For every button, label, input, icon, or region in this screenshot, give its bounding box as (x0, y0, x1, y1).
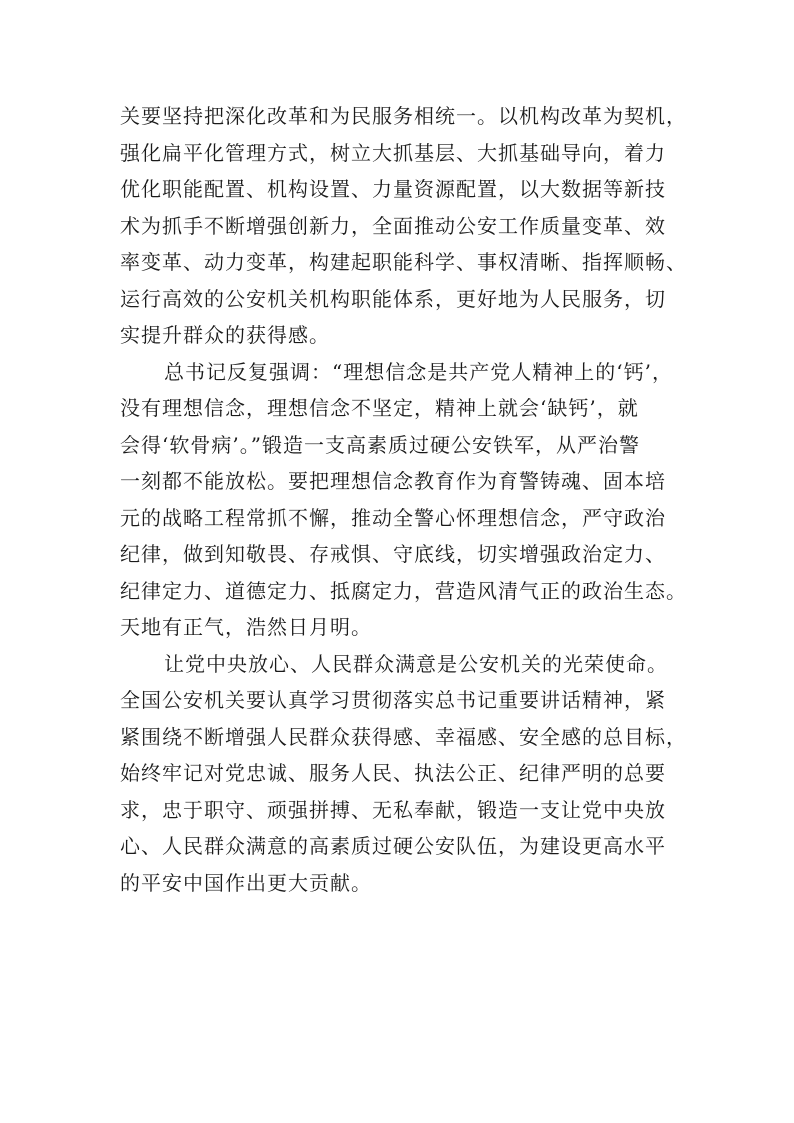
paragraph-line: 一刻都不能放松。要把理想信念教育作为育警铸魂、固本培 (120, 469, 666, 493)
paragraph-line: 元的战略工程常抓不懈，推动全警心怀理想信念，严守政治 (120, 505, 666, 530)
paragraph-line: 纪律定力、道德定力、抵腐定力，营造风清气正的政治生态。 (120, 578, 687, 603)
paragraph-line: 没有理想信念，理想信念不坚定，精神上就会‘缺钙’，就 (120, 396, 639, 420)
paragraph-line: 强化扁平化管理方式，树立大抓基层、大抓基础导向，着力 (120, 140, 666, 165)
paragraph-first-line: 总书记反复强调：“理想信念是共产党人精神上的‘钙’， (164, 359, 673, 384)
paragraph-line: 纪律，做到知敬畏、存戒惧、守底线，切实增强政治定力、 (120, 542, 666, 566)
paragraph-line: 始终牢记对党忠诚、服务人民、执法公正、纪律严明的总要 (120, 761, 666, 785)
paragraph-line: 实提升群众的获得感。 (120, 323, 330, 347)
paragraph-first-line: 让党中央放心、人民群众满意是公安机关的光荣使命。 (164, 651, 668, 676)
paragraph-line: 优化职能配置、机构设置、力量资源配置，以大数据等新技 (120, 177, 666, 201)
paragraph-line: 关要坚持把深化改革和为民服务相统一。以机构改革为契机， (120, 104, 687, 128)
paragraph-line: 术为抓手不断增强创新力，全面推动公安工作质量变革、效 (120, 213, 666, 238)
paragraph-line: 运行高效的公安机关机构职能体系，更好地为人民服务，切 (120, 286, 666, 311)
paragraph-line: 会得‘软骨病’。”锻造一支高素质过硬公安铁军，从严治警 (120, 432, 640, 457)
paragraph-2 (120, 354, 700, 646)
paragraph-line: 的平安中国作出更大贡献。 (120, 870, 372, 895)
paragraph-line: 心、人民群众满意的高素质过硬公安队伍，为建设更高水平 (120, 834, 666, 858)
paragraph-line: 天地有正气，浩然日月明。 (120, 615, 372, 639)
paragraph-3 (120, 646, 700, 902)
paragraph-line: 紧围绕不断增强人民群众获得感、幸福感、安全感的总目标， (120, 724, 687, 749)
paragraph-line: 率变革、动力变革，构建起职能科学、事权清晰、指挥顺畅、 (120, 250, 687, 274)
paragraph-line: 求，忠于职守、顽强拼搏、无私奉献，锻造一支让党中央放 (120, 797, 666, 822)
paragraph-1 (120, 98, 700, 354)
paragraph-line: 全国公安机关要认真学习贯彻落实总书记重要讲话精神，紧 (120, 688, 666, 712)
body-text (120, 98, 700, 901)
